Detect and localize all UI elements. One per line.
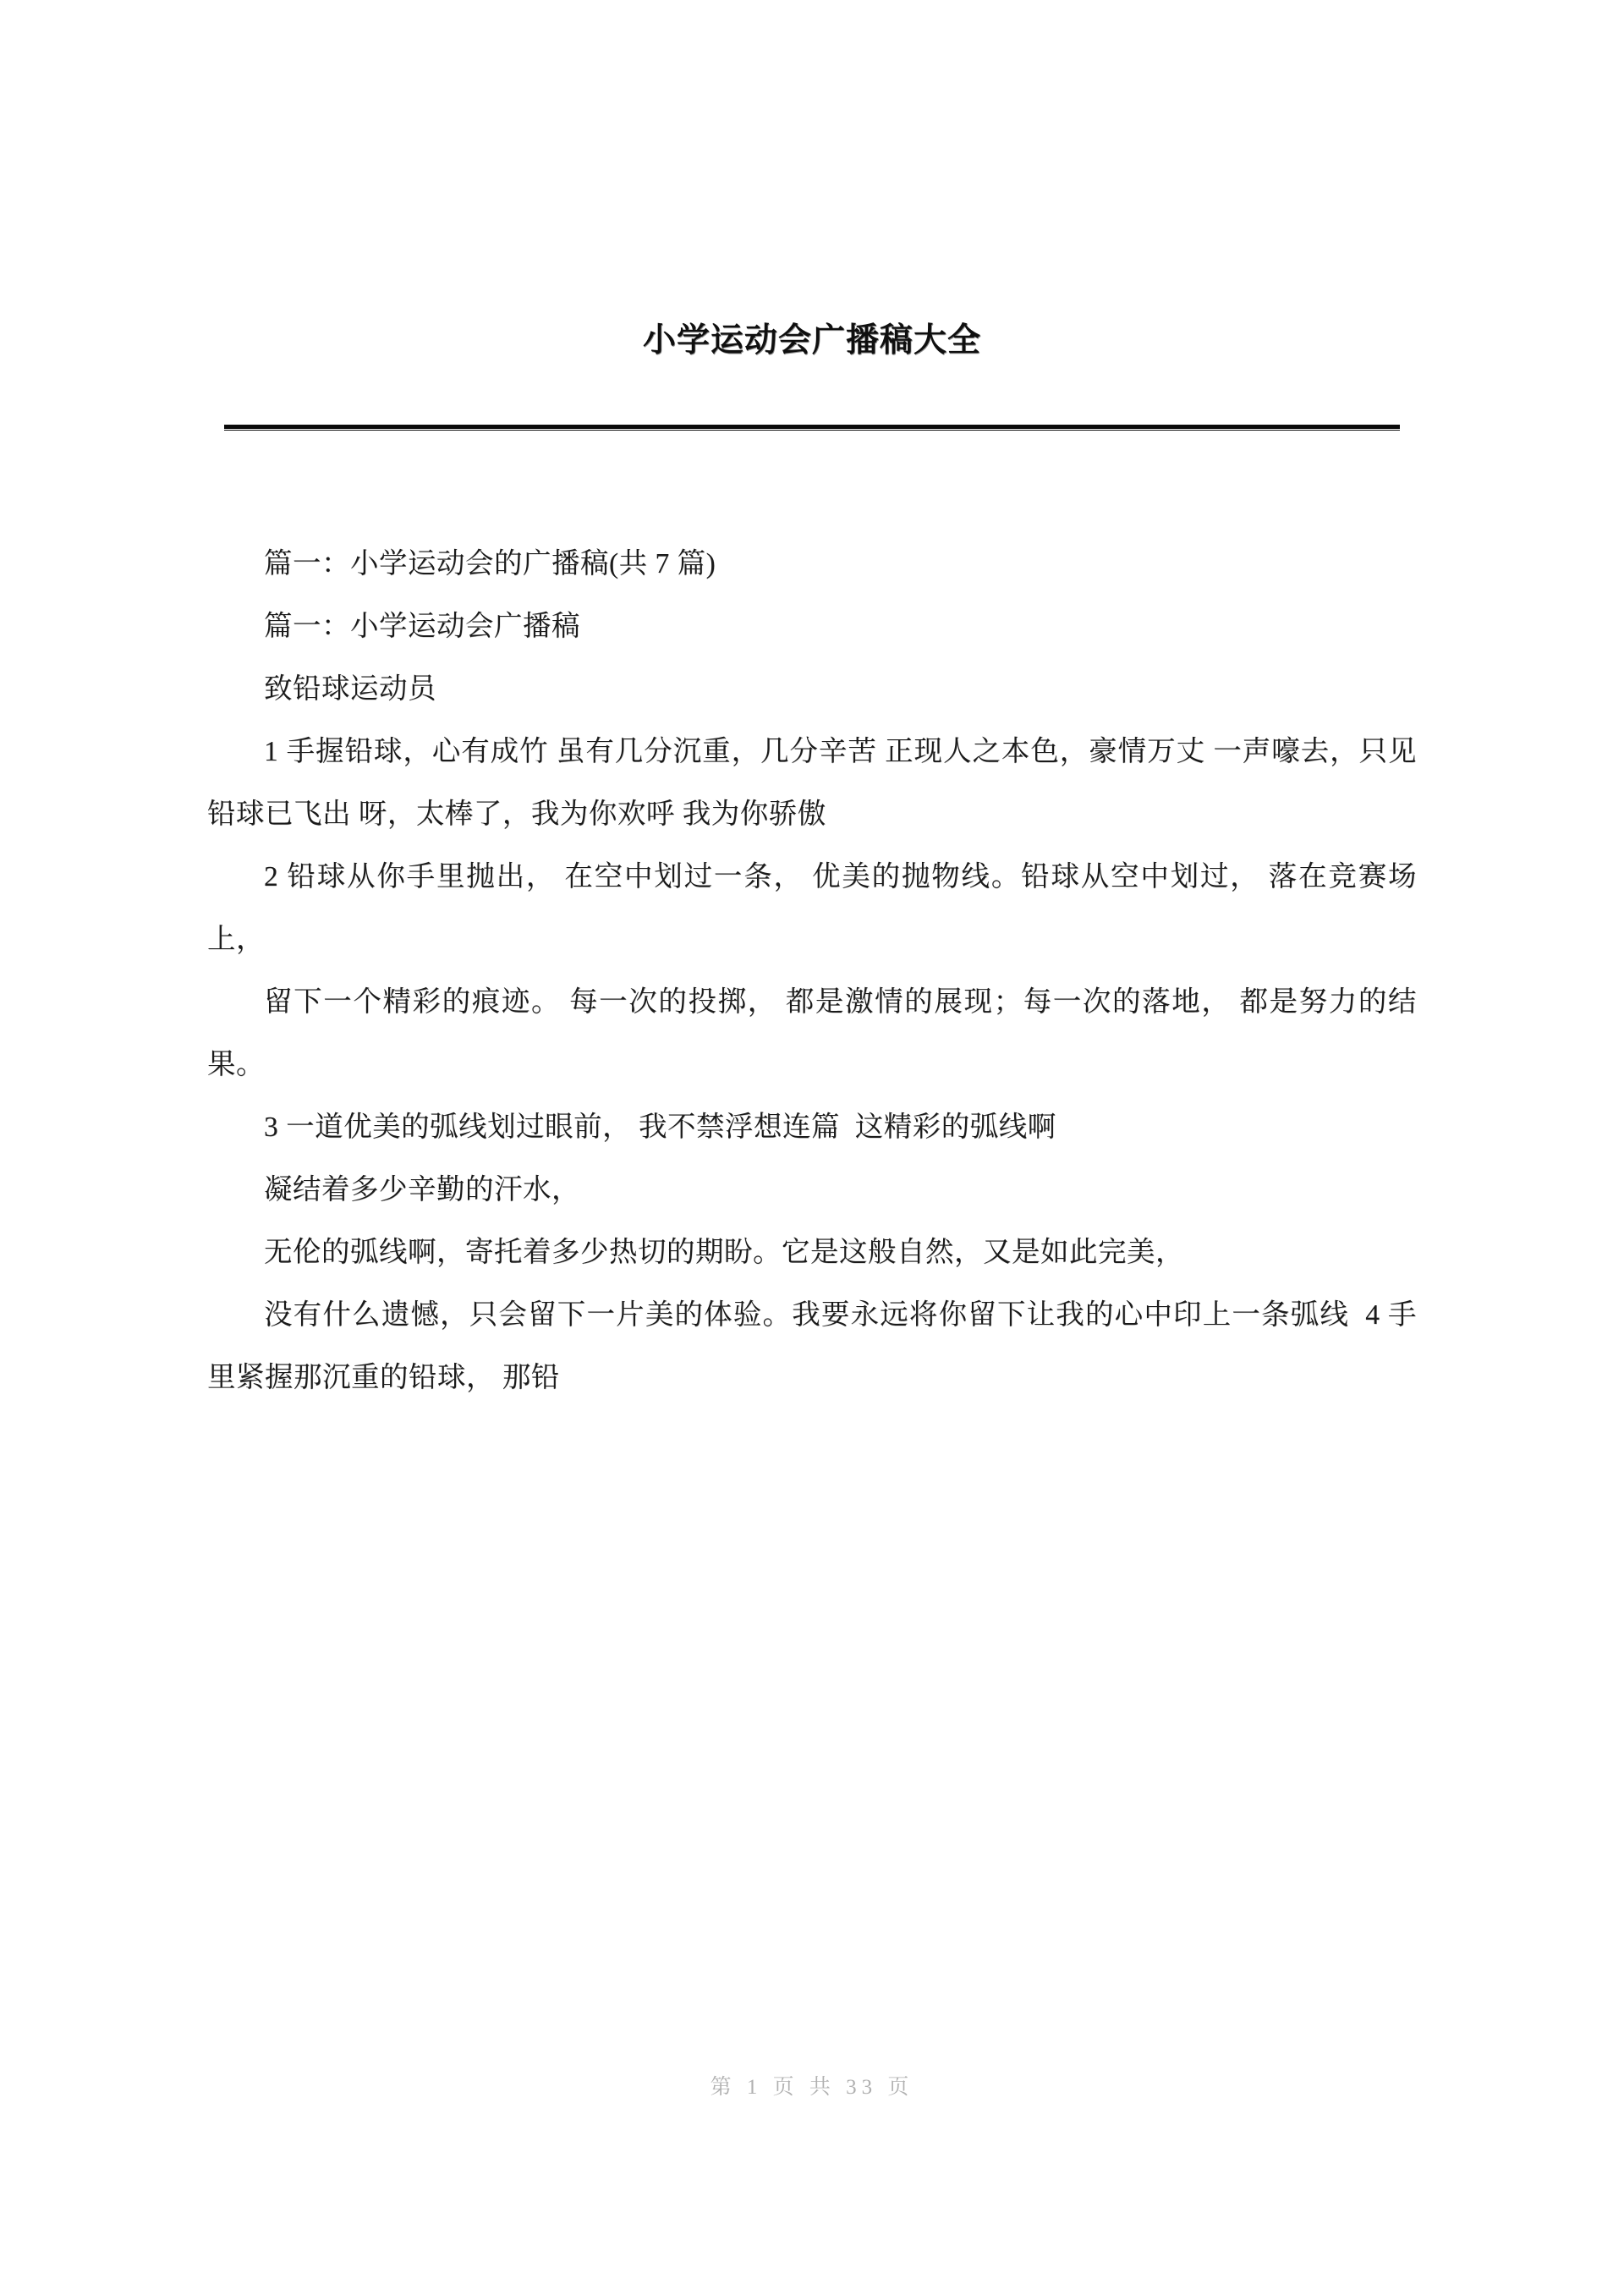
title-divider [224,425,1400,431]
paragraph: 2 铅球从你手里抛出， 在空中划过一条， 优美的抛物线。铅球从空中划过， 落在竞赛场上， [207,861,1417,955]
paragraph: 篇一：小学运动会的广播稿(共 7 篇) [264,548,716,579]
document-body [207,533,1417,1409]
paragraph: 没有什么遗憾，只会留下一片美的体验。我要永远将你留下让我的心中印上一条弧线 4 手里紧握那沉重的铅球， 那铅 [207,1299,1417,1393]
page-title: 小学运动会广播稿大全 [642,321,981,360]
paragraph: 1 手握铅球，心有成竹 虽有几分沉重，几分辛苦 正现人之本色，豪情万丈 一声嚎去，只见铅球已飞出 呀，太棒了，我为你欢呼 我为你骄傲 [207,736,1417,830]
paragraph: 致铅球运动员 [264,673,436,705]
paragraph: 留下一个精彩的痕迹。 每一次的投掷， 都是激情的展现；每一次的落地， 都是努力的结果。 [207,986,1417,1080]
paragraph: 3 一道优美的弧线划过眼前， 我不禁浮想连篇 这精彩的弧线啊 [264,1112,1056,1143]
paragraph: 凝结着多少辛勤的汗水， [264,1174,580,1205]
divider-thin-bar [224,430,1400,431]
paragraph: 篇一：小学运动会广播稿 [264,611,580,642]
page-footer: 第 1 页 共 33 页 [710,2076,914,2099]
title-block [0,321,1624,361]
paragraph: 无伦的弧线啊，寄托着多少热切的期盼。它是这般自然，又是如此完美， [264,1237,1184,1268]
